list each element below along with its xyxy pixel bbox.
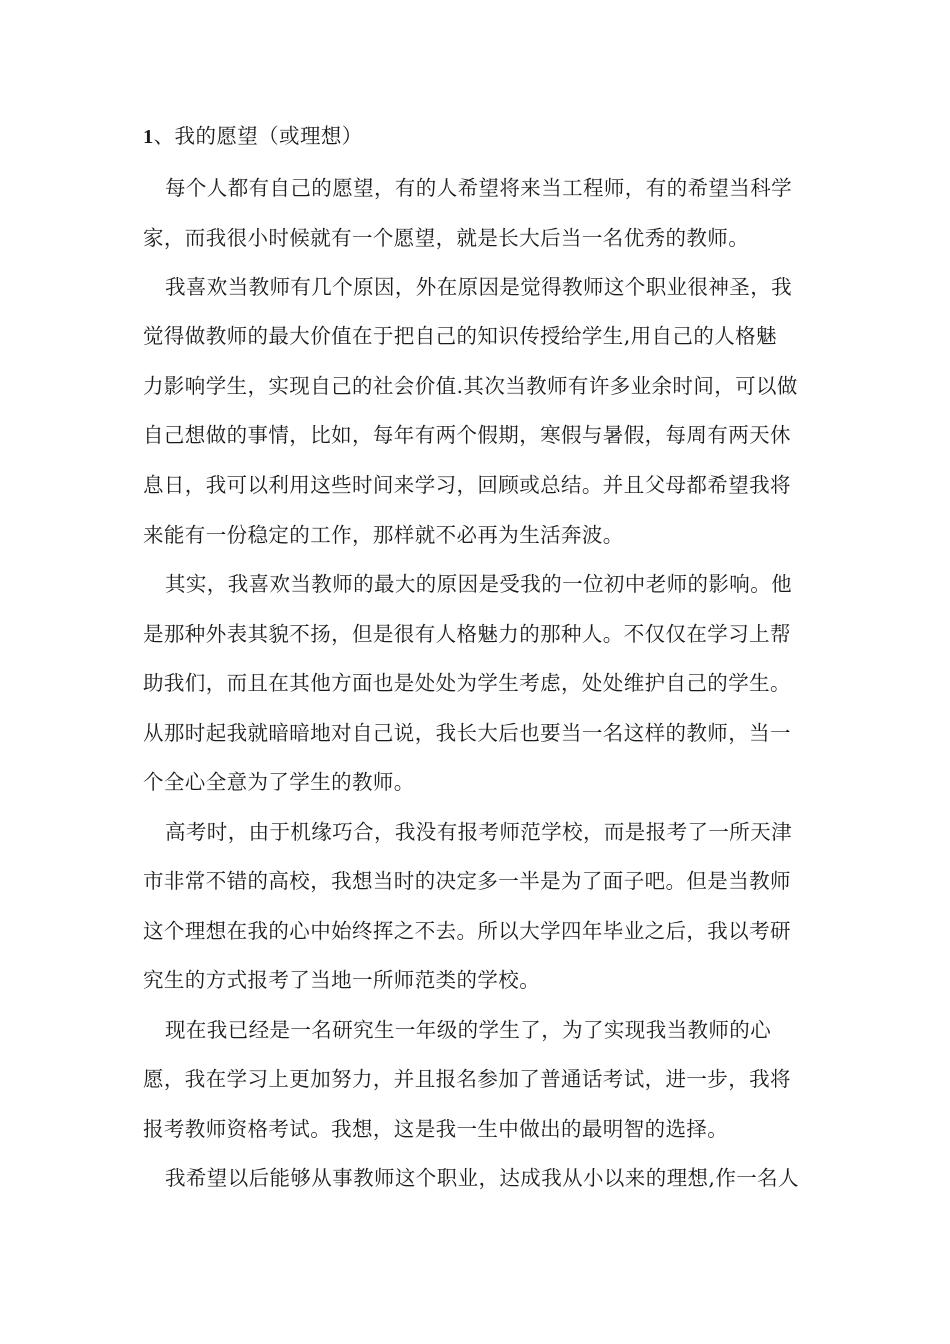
paragraph-line: 力影响学生，实现自己的社会价值.其次当教师有许多业余时间，可以做 <box>143 374 798 398</box>
heading-number: 1 <box>143 126 154 148</box>
section-heading <box>143 122 811 151</box>
paragraph-line: 市非常不错的高校，我想当时的决定多一半是为了面子吧。但是当教师 <box>143 869 791 893</box>
paragraph-line: 来能有一份稳定的工作，那样就不必再为生活奔波。 <box>143 523 624 547</box>
paragraph-line: 现在我已经是一名研究生一年级的学生了，为了实现我当教师的心 <box>165 1018 772 1042</box>
paragraph-line: 究生的方式报考了当地一所师范类的学校。 <box>143 968 541 992</box>
paragraph-line: 高考时，由于机缘巧合，我没有报考师范学校，而是报考了一所天津 <box>165 820 792 844</box>
paragraph-line: 这个理想在我的心中始终挥之不去。所以大学四年毕业之后，我以考研 <box>143 919 791 943</box>
paragraph-line: 愿，我在学习上更加努力，并且报名参加了普通话考试，进一步，我将 <box>143 1067 791 1091</box>
paragraph-line: 息日，我可以利用这些时间来学习，回顾或总结。并且父母都希望我将 <box>143 473 791 497</box>
paragraph-line: 每个人都有自己的愿望，有的人希望将来当工程师，有的希望当科学 <box>165 176 792 200</box>
heading-text: 、我的愿望（或理想） <box>153 124 363 148</box>
paragraph-line: 从那时起我就暗暗地对自己说，我长大后也要当一名这样的教师，当一 <box>143 721 791 745</box>
paragraph-line: 是那种外表其貌不扬，但是很有人格魅力的那种人。不仅仅在学习上帮 <box>143 622 791 646</box>
paragraph-line: 觉得做教师的最大价值在于把自己的知识传授给学生,用自己的人格魅 <box>143 324 777 348</box>
paragraph-line: 助我们，而且在其他方面也是处处为学生考虑，处处维护自己的学生。 <box>143 671 791 695</box>
paragraph-line: 我希望以后能够从事教师这个职业，达成我从小以来的理想,作一名人 <box>165 1166 799 1190</box>
paragraph-line: 家，而我很小时候就有一个愿望，就是长大后当一名优秀的教师。 <box>143 226 750 250</box>
paragraph-line: 个全心全意为了学生的教师。 <box>143 770 415 794</box>
paragraph-line: 报考教师资格考试。我想，这是我一生中做出的最明智的选择。 <box>143 1117 729 1141</box>
paragraph-line: 其实，我喜欢当教师的最大的原因是受我的一位初中老师的影响。他 <box>165 572 792 596</box>
paragraph-line: 自己想做的事情，比如，每年有两个假期，寒假与暑假，每周有两天休 <box>143 423 791 447</box>
paragraph-line: 我喜欢当教师有几个原因，外在原因是觉得教师这个职业很神圣，我 <box>165 275 792 299</box>
